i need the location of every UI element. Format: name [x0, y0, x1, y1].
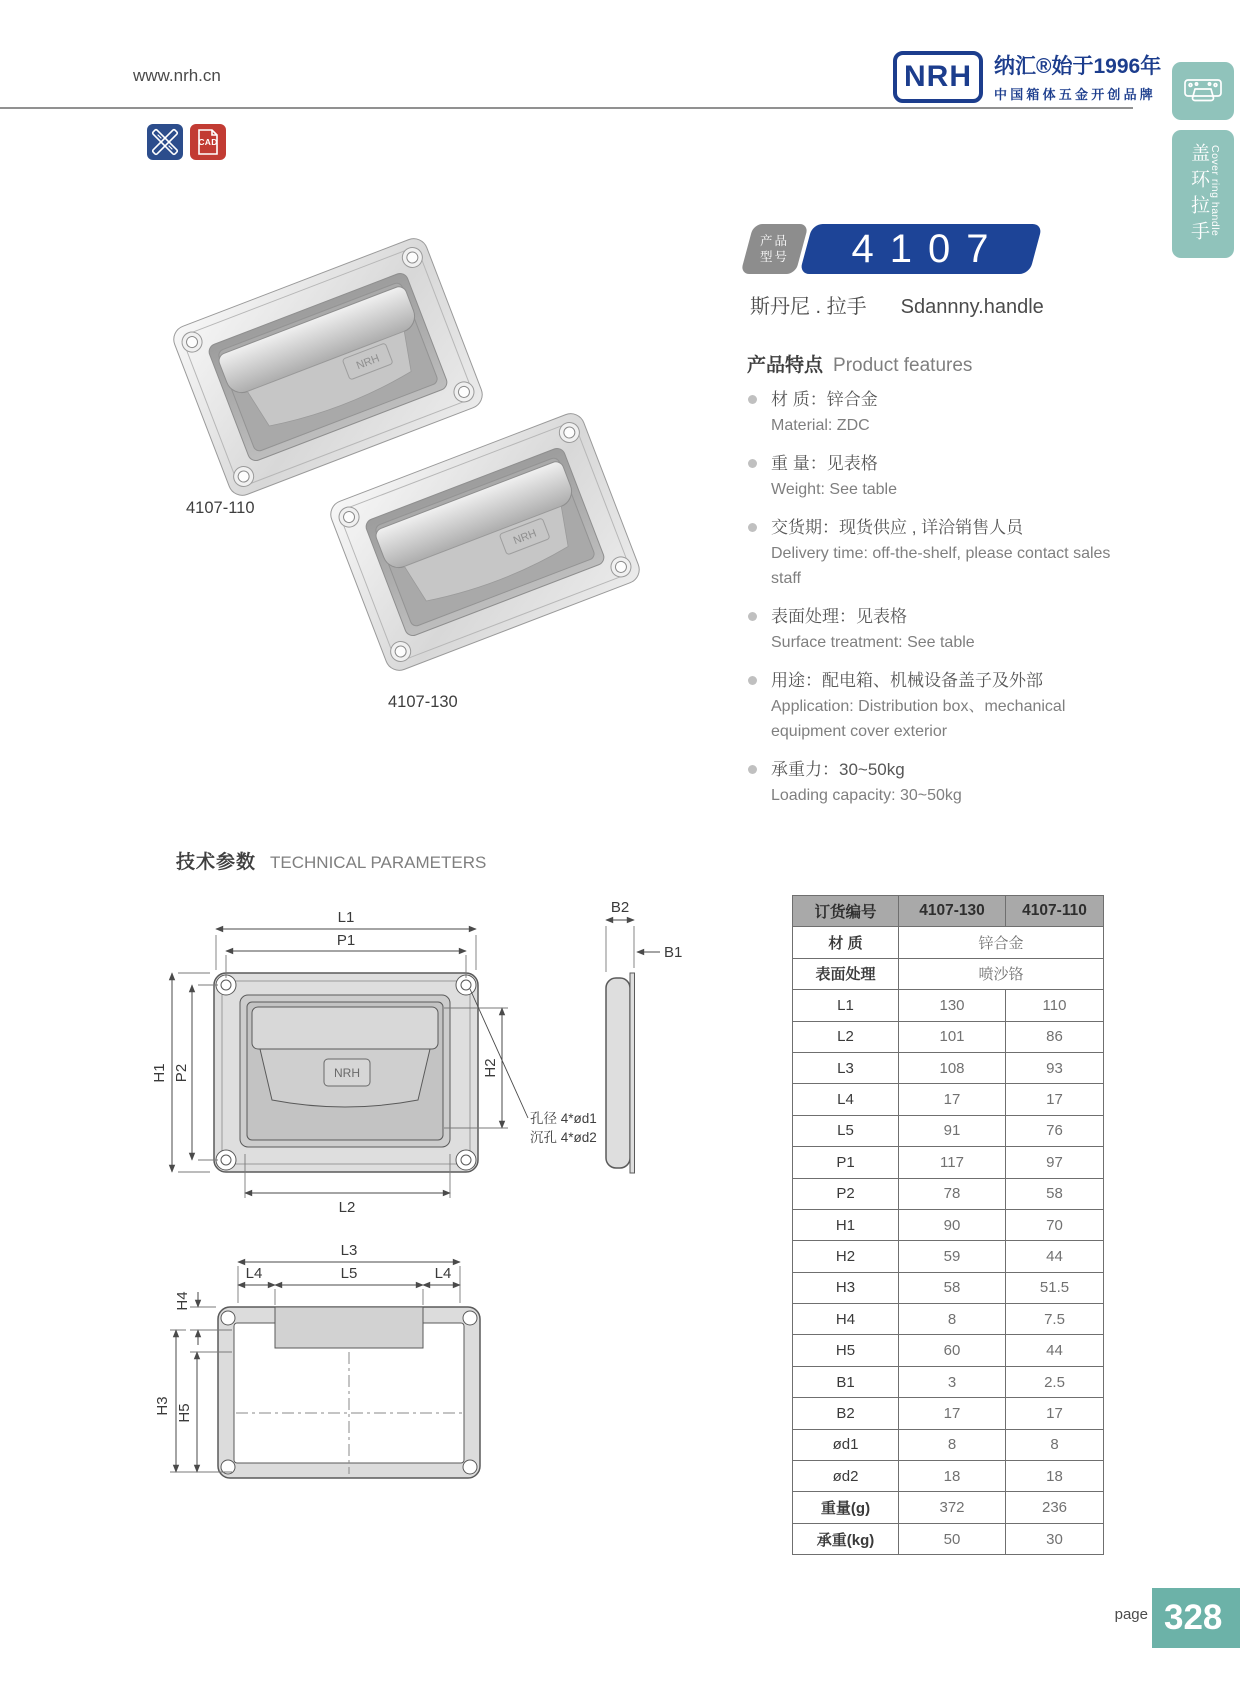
feature-text-zh: 交货期：现货供应 , 详洽销售人员 [771, 518, 1024, 537]
product-features-section [747, 350, 1129, 821]
spec-cell-value: 17 [1006, 1398, 1104, 1429]
spec-row [793, 1398, 1104, 1429]
spec-row-label: ød2 [793, 1461, 899, 1492]
spec-merged-row [793, 927, 1104, 958]
spec-row-label: 承重(kg) [793, 1523, 899, 1554]
spec-cell-value: 60 [899, 1335, 1006, 1366]
spec-row-label: H1 [793, 1209, 899, 1240]
drawing-nrh-stamp: NRH [334, 1066, 360, 1080]
tech-title-zh: 技术参数 [176, 852, 257, 873]
spec-row [793, 1335, 1104, 1366]
feature-text-en: Delivery time: off-the-shelf, please contact sales staff [771, 545, 1111, 587]
photo-label-4107-130: 4107-130 [388, 693, 458, 711]
spec-table-wrap [792, 895, 1104, 1555]
spec-cell-value: 108 [899, 1052, 1006, 1083]
features-title [747, 350, 1129, 377]
spec-row [793, 1429, 1104, 1460]
feature-item [747, 757, 1129, 808]
spec-header-row [793, 896, 1104, 927]
spec-cell-value: 17 [899, 1398, 1006, 1429]
product-name-en: Sdannny.handle [900, 296, 1044, 318]
spec-col-model-4107-110: 4107-110 [1006, 896, 1104, 927]
spec-cell-value: 2.5 [1006, 1366, 1104, 1397]
spec-cell-value: 44 [1006, 1335, 1104, 1366]
spec-col-model-4107-130: 4107-130 [899, 896, 1006, 927]
spec-row-label: B2 [793, 1398, 899, 1429]
spec-cell-value: 97 [1006, 1147, 1104, 1178]
sidebar-category-tab-icon[interactable] [1172, 62, 1234, 120]
spec-row-label: L2 [793, 1021, 899, 1052]
spec-row-value: 喷沙铬 [899, 958, 1104, 989]
spec-row [793, 1272, 1104, 1303]
dim-P1: P1 [336, 932, 356, 949]
spec-row-label: H2 [793, 1241, 899, 1272]
spec-row-label: 表面处理 [793, 958, 899, 989]
bullet-icon [748, 612, 757, 621]
spec-row [793, 1523, 1104, 1554]
spec-cell-value: 110 [1006, 990, 1104, 1021]
spec-cell-value: 50 [899, 1523, 1006, 1554]
bullet-icon [748, 765, 757, 774]
spec-cell-value: 90 [899, 1209, 1006, 1240]
spec-row-label: L5 [793, 1115, 899, 1146]
spec-row-label: B1 [793, 1366, 899, 1397]
spec-row-label: L1 [793, 990, 899, 1021]
spec-cell-value: 3 [899, 1366, 1006, 1397]
spec-cell-value: 17 [899, 1084, 1006, 1115]
spec-cell-value: 18 [899, 1461, 1006, 1492]
product-name [750, 290, 1044, 319]
nrh-logo-icon: NRH [893, 51, 983, 103]
spec-merged-row [793, 958, 1104, 989]
dim-P2: P2 [173, 1063, 190, 1083]
product-name-zh: 斯丹尼 . 拉手 [750, 296, 867, 318]
brand-slogan-line2: 中国箱体五金开创品牌 [994, 87, 1157, 102]
spec-row [793, 1115, 1104, 1146]
brand-slogan-line1: 纳汇®始于1996年 [994, 55, 1162, 78]
feature-item [747, 515, 1129, 591]
dim-H1: H1 [151, 1063, 168, 1083]
spec-row [793, 1052, 1104, 1083]
spec-row-label: P2 [793, 1178, 899, 1209]
model-banner [799, 224, 1042, 274]
feature-item [747, 451, 1129, 502]
spec-cell-value: 101 [899, 1021, 1006, 1052]
feature-text-en: Surface treatment: See table [771, 634, 975, 651]
bullet-icon [748, 395, 757, 404]
model-tag-line1: 产品 [759, 233, 789, 248]
spec-cell-value: 7.5 [1006, 1304, 1104, 1335]
cover-ring-handle-icon [1183, 75, 1223, 107]
spec-row [793, 1147, 1104, 1178]
spec-cell-value: 59 [899, 1241, 1006, 1272]
spec-col-order-no: 订货编号 [793, 896, 899, 927]
spec-cell-value: 91 [899, 1115, 1006, 1146]
spec-row-label: H4 [793, 1304, 899, 1335]
spec-row [793, 1021, 1104, 1052]
sidebar-category-tab[interactable] [1172, 130, 1234, 258]
cad-file-icon [190, 124, 226, 160]
product-photo-4107-110 [170, 235, 487, 500]
spec-cell-value: 70 [1006, 1209, 1104, 1240]
dim-L1: L1 [337, 909, 355, 926]
spec-row [793, 1304, 1104, 1335]
features-title-en: Product features [833, 355, 973, 376]
feature-item [747, 604, 1129, 655]
spec-row [793, 990, 1104, 1021]
spec-row-label: ød1 [793, 1429, 899, 1460]
model-number: 4107 [851, 226, 1005, 271]
dim-H2: H2 [482, 1058, 499, 1078]
feature-text-en: Material: ZDC [771, 417, 870, 434]
feature-text-en: Loading capacity: 30~50kg [771, 787, 962, 804]
model-tag-line2: 型号 [759, 250, 789, 264]
feature-item [747, 668, 1129, 744]
page-number-badge: 328 [1152, 1588, 1240, 1648]
tech-title-en: TECHNICAL PARAMETERS [270, 853, 487, 872]
dim-L5: L5 [340, 1265, 358, 1282]
spec-cell-value: 8 [899, 1304, 1006, 1335]
spec-cell-value: 78 [899, 1178, 1006, 1209]
spec-row [793, 1366, 1104, 1397]
spec-cell-value: 93 [1006, 1052, 1104, 1083]
feature-text-en: Weight: See table [771, 481, 898, 498]
technical-drawing [140, 860, 700, 1560]
spec-row-label: H5 [793, 1335, 899, 1366]
spec-cell-value: 18 [1006, 1461, 1104, 1492]
dim-L4-left: L4 [245, 1265, 263, 1282]
design-tools-icon [147, 124, 183, 160]
model-tag [740, 224, 808, 274]
category-name-zh: 盖环拉手 [1188, 143, 1209, 247]
cad-icon-label: CAD [198, 137, 218, 147]
category-name-en: Cover ring handle [1209, 145, 1221, 237]
brand-logo [893, 50, 1161, 103]
spec-cell-value: 30 [1006, 1523, 1104, 1554]
product-photo-4107-130 [327, 410, 644, 675]
spec-row-label: 重量(g) [793, 1492, 899, 1523]
dim-H4: H4 [174, 1291, 191, 1311]
bullet-icon [748, 523, 757, 532]
spec-cell-value: 8 [899, 1429, 1006, 1460]
spec-cell-value: 372 [899, 1492, 1006, 1523]
spec-cell-value: 76 [1006, 1115, 1104, 1146]
spec-cell-value: 44 [1006, 1241, 1104, 1272]
features-list [747, 387, 1129, 808]
spec-row [793, 1492, 1104, 1523]
spec-cell-value: 8 [1006, 1429, 1104, 1460]
feature-text-zh: 用途：配电箱、机械设备盖子及外部 [771, 671, 1043, 690]
dim-H5: H5 [176, 1403, 193, 1423]
feature-text-en: Application: Distribution box、mechanical equipment cover exterior [771, 698, 1066, 740]
spec-cell-value: 17 [1006, 1084, 1104, 1115]
dim-L4-right: L4 [434, 1265, 452, 1282]
spec-row-label: 材 质 [793, 927, 899, 958]
feature-text-zh: 表面处理：见表格 [771, 607, 907, 626]
spec-row-label: L4 [793, 1084, 899, 1115]
spec-row-value: 锌合金 [899, 927, 1104, 958]
bullet-icon [748, 459, 757, 468]
spec-row-label: P1 [793, 1147, 899, 1178]
hole-note-1: 孔径 4*ød1 [530, 1111, 597, 1126]
spec-cell-value: 117 [899, 1147, 1006, 1178]
spec-cell-value: 58 [899, 1272, 1006, 1303]
spec-row [793, 1461, 1104, 1492]
feature-text-zh: 重 量：见表格 [771, 454, 878, 473]
dim-H3: H3 [154, 1396, 171, 1416]
spec-table [792, 895, 1104, 1555]
spec-cell-value: 58 [1006, 1178, 1104, 1209]
feature-item [747, 387, 1129, 438]
spec-row [793, 1178, 1104, 1209]
bullet-icon [748, 676, 757, 685]
spec-row [793, 1209, 1104, 1240]
product-photos: NRH [120, 222, 720, 722]
spec-cell-value: 236 [1006, 1492, 1104, 1523]
spec-row [793, 1084, 1104, 1115]
dim-L3: L3 [340, 1242, 358, 1259]
spec-cell-value: 51.5 [1006, 1272, 1104, 1303]
photo-label-4107-110: 4107-110 [186, 499, 255, 517]
spec-row [793, 1241, 1104, 1272]
feature-text-zh: 材 质：锌合金 [771, 390, 878, 409]
header-divider [0, 107, 1133, 109]
spec-row-label: H3 [793, 1272, 899, 1303]
page-label: page [1114, 1606, 1148, 1623]
feature-text-zh: 承重力：30~50kg [771, 760, 905, 779]
spec-row-label: L3 [793, 1052, 899, 1083]
dim-L2: L2 [338, 1199, 356, 1216]
dim-B1: B1 [664, 944, 683, 961]
website-url: www.nrh.cn [133, 66, 221, 85]
hole-note-2: 沉孔 4*ød2 [530, 1130, 597, 1145]
dim-B2: B2 [610, 899, 630, 916]
spec-cell-value: 86 [1006, 1021, 1104, 1052]
spec-cell-value: 130 [899, 990, 1006, 1021]
features-title-zh: 产品特点 [747, 355, 824, 376]
